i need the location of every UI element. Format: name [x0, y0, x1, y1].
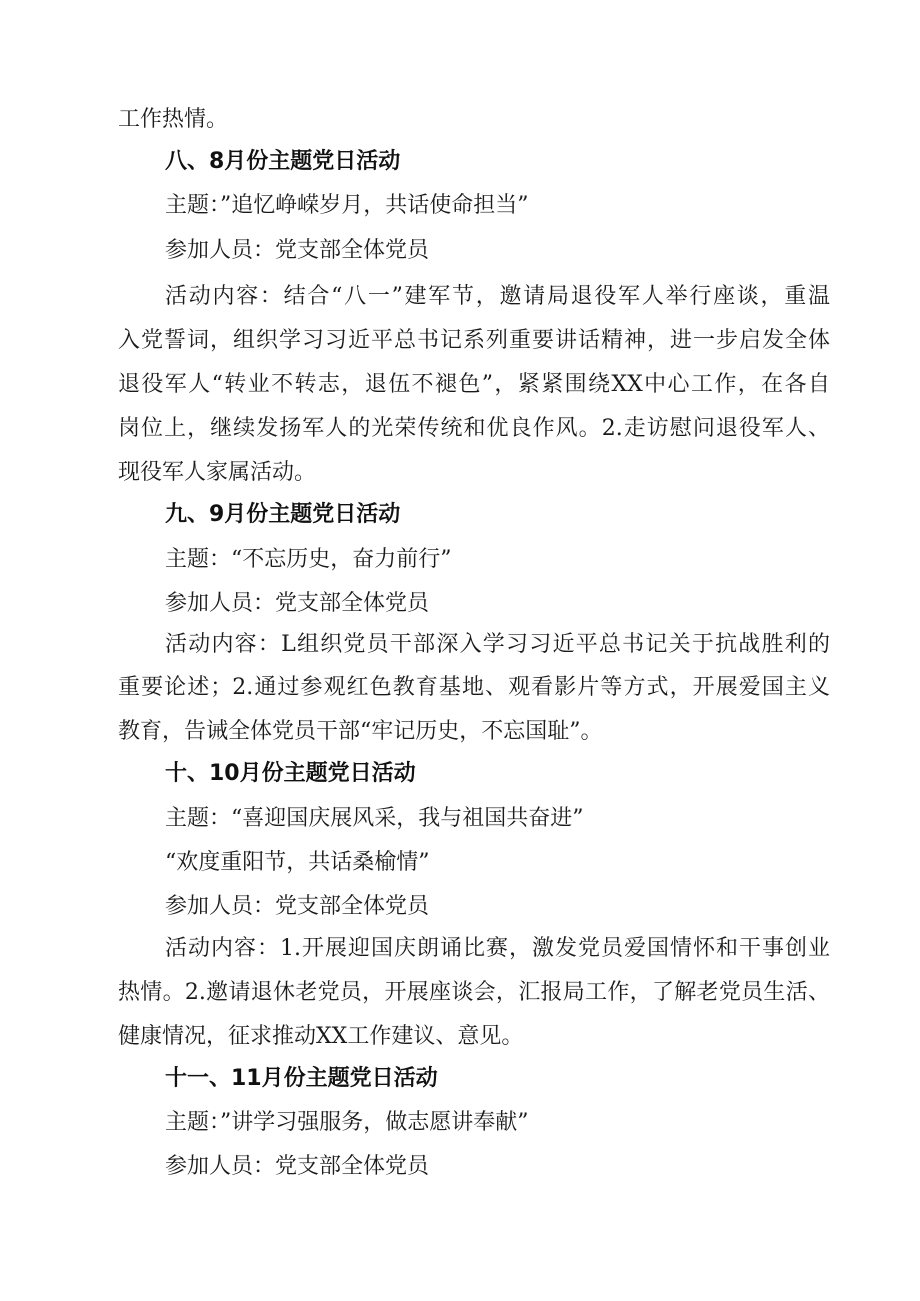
content-line: 重要论述；2.通过参观红色教育基地、观看影片等方式，开展爱国主义 [118, 675, 830, 700]
content-line: 活动内容：1.开展迎国庆朗诵比赛，激发党员爱国情怀和干事创业 [165, 936, 830, 961]
participants-line-october: 参加人员：党支部全体党员 [165, 894, 430, 919]
content-line: 现役军人家属活动。 [118, 460, 317, 485]
section-heading-september: 九、9月份主题党日活动 [165, 502, 401, 527]
section-heading-november: 十一、11月份主题党日活动 [165, 1066, 438, 1091]
participants-line-september: 参加人员：党支部全体党员 [165, 591, 430, 616]
theme-line-october: 主题：“喜迎国庆展风采，我与祖国共奋进” [165, 806, 584, 831]
theme-line-september: 主题：“不忘历史，奋力前行” [165, 547, 452, 572]
content-line: 退役军人“转业不转志，退伍不褪色”，紧紧围绕XX中心工作，在各自 [118, 372, 830, 397]
paragraph-tail: 工作热情。 [118, 107, 229, 132]
content-line: 活动内容：结合“八一”建军节，邀请局退役军人举行座谈，重温 [165, 284, 830, 309]
theme-line-october-2: “欢度重阳节，共话桑榆情” [165, 850, 430, 875]
content-line: 健康情况，征求推动XX工作建议、意见。 [118, 1024, 524, 1049]
section-heading-october: 十、10月份主题党日活动 [165, 761, 416, 786]
content-line: 热情。2.邀请退休老党员，开展座谈会，汇报局工作，了解老党员生活、 [118, 980, 830, 1005]
theme-line-november: 主题：”讲学习强服务，做志愿讲奉献” [165, 1110, 529, 1135]
content-line: 岗位上，继续发扬军人的光荣传统和优良作风。2.走访慰问退役军人、 [118, 416, 830, 441]
theme-line-august: 主题：”追忆峥嵘岁月，共话使命担当” [165, 193, 529, 218]
participants-line-august: 参加人员：党支部全体党员 [165, 238, 430, 263]
content-line: 教育，告诫全体党员干部“牢记历史，不忘国耻”。 [118, 719, 603, 744]
content-line: 活动内容：L组织党员干部深入学习习近平总书记关于抗战胜利的 [165, 632, 830, 657]
content-line: 入党誓词，组织学习习近平总书记系列重要讲话精神，进一步启发全体 [118, 328, 830, 353]
participants-line-november: 参加人员：党支部全体党员 [165, 1154, 430, 1179]
section-heading-august: 八、8月份主题党日活动 [165, 149, 401, 174]
